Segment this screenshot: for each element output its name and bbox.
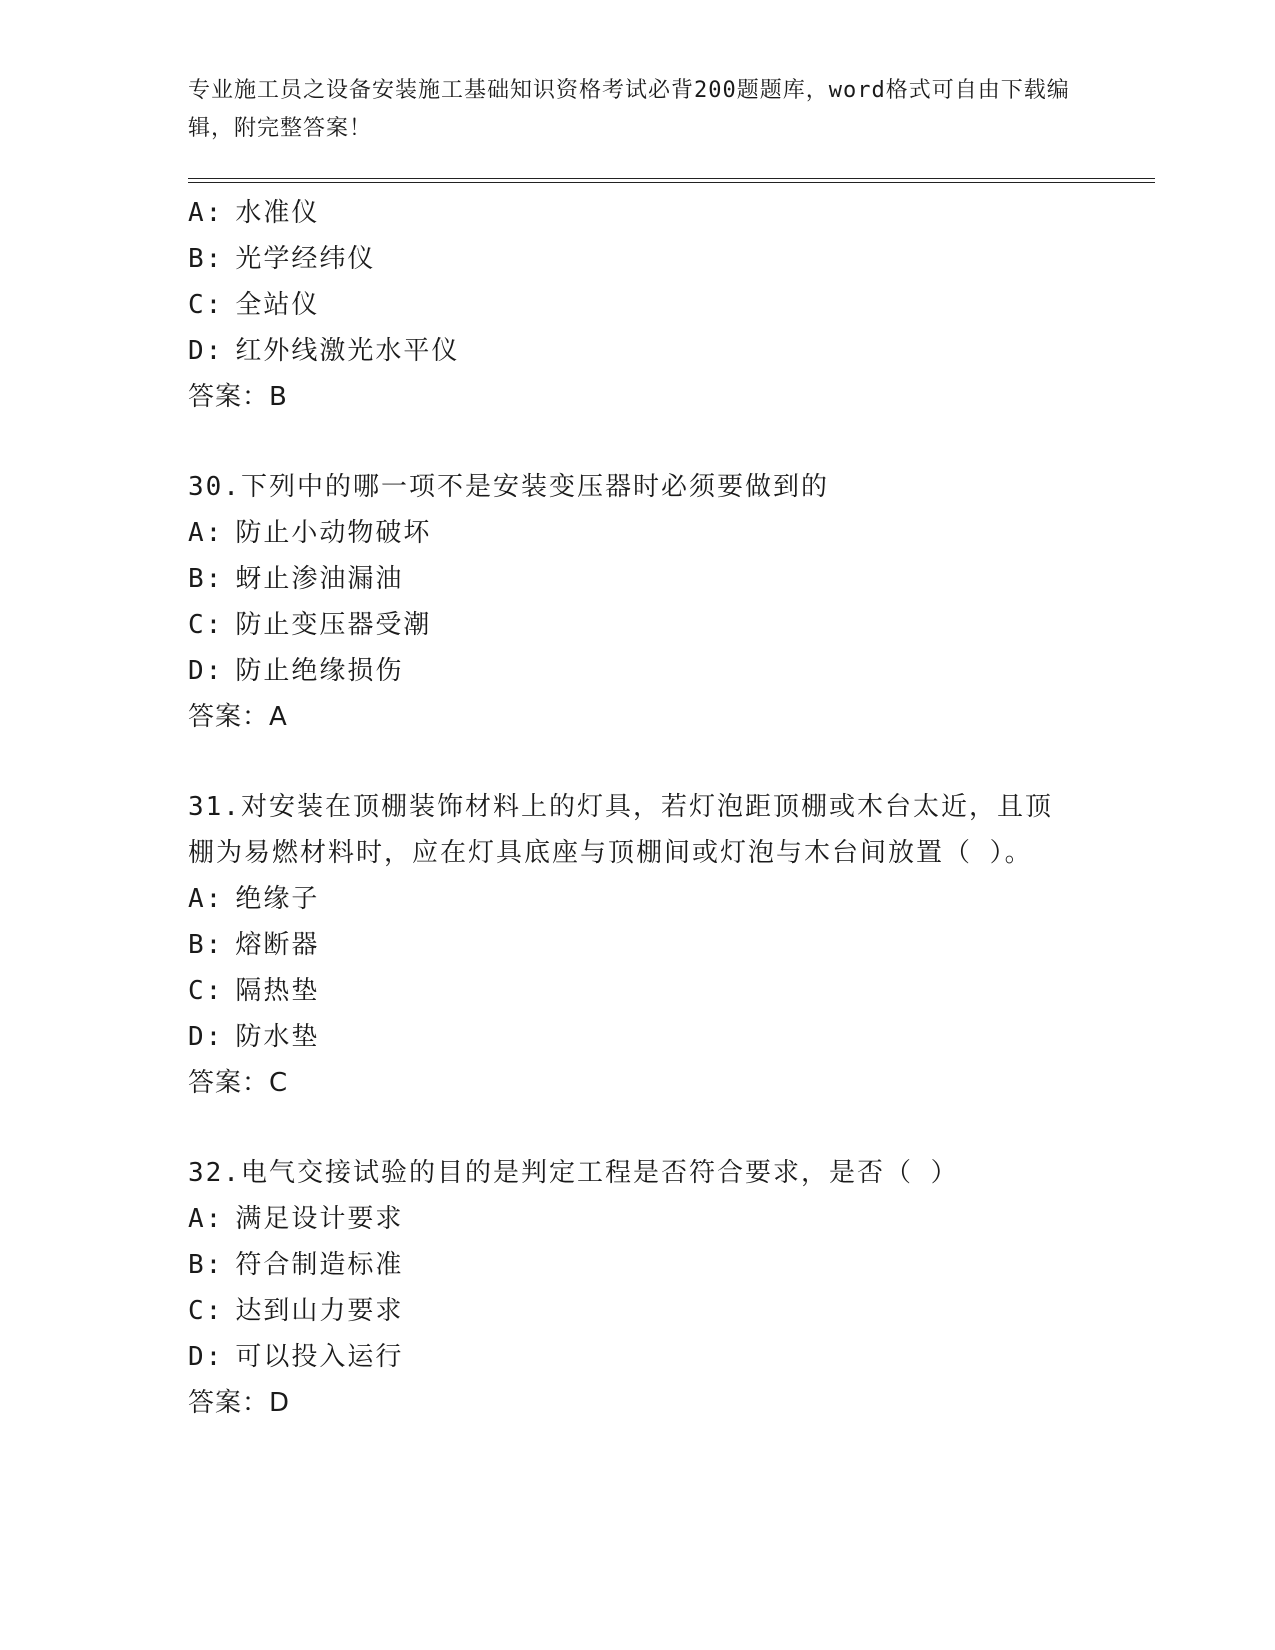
option-a <box>188 1196 1088 1242</box>
header-intro-text: 专业施工员之设备安装施工基础知识资格考试必背200题题库，word格式可自由下载编辑，附完整答案！ <box>188 78 1070 141</box>
option-key: C: <box>188 290 224 320</box>
document-content <box>188 190 1088 1426</box>
option-text: 达到山力要求 <box>235 1296 404 1326</box>
option-text: 全站仪 <box>235 290 320 320</box>
option-d <box>188 648 1088 694</box>
header-divider <box>188 178 1155 183</box>
option-c <box>188 282 1088 328</box>
option-b <box>188 236 1088 282</box>
option-text: 防止绝缘损伤 <box>235 656 404 686</box>
option-b <box>188 1242 1088 1288</box>
option-key: C: <box>188 1296 224 1326</box>
option-key: B: <box>188 930 224 960</box>
option-text: 可以投入运行 <box>235 1342 404 1372</box>
question-stem-line-1: 31.对安装在顶棚装饰材料上的灯具，若灯泡距顶棚或木台太近，且顶 <box>188 792 1053 822</box>
answer-line: 答案：A <box>188 702 288 732</box>
option-key: D: <box>188 336 224 366</box>
spacer <box>188 420 1088 464</box>
option-key: C: <box>188 976 224 1006</box>
option-b <box>188 922 1088 968</box>
question-32 <box>188 1150 1088 1426</box>
answer-line: 答案：D <box>188 1388 291 1418</box>
option-key: D: <box>188 1022 224 1052</box>
option-key: A: <box>188 884 224 914</box>
option-text: 防止变压器受潮 <box>235 610 432 640</box>
option-key: D: <box>188 1342 224 1372</box>
option-key: B: <box>188 1250 224 1280</box>
option-d <box>188 328 1088 374</box>
answer-line: 答案：B <box>188 382 288 412</box>
option-a <box>188 190 1088 236</box>
option-text: 符合制造标准 <box>235 1250 404 1280</box>
option-a <box>188 876 1088 922</box>
answer-line: 答案：C <box>188 1068 289 1098</box>
option-text: 光学经纬仪 <box>235 244 376 274</box>
option-key: C: <box>188 610 224 640</box>
option-text: 满足设计要求 <box>235 1204 404 1234</box>
option-text: 红外线激光水平仪 <box>235 336 460 366</box>
option-b <box>188 556 1088 602</box>
option-text: 防止小动物破坏 <box>235 518 432 548</box>
question-30 <box>188 464 1088 740</box>
option-a <box>188 510 1088 556</box>
option-d <box>188 1334 1088 1380</box>
option-key: B: <box>188 244 224 274</box>
question-31 <box>188 784 1088 1106</box>
option-key: A: <box>188 198 224 228</box>
option-text: 熔断器 <box>235 930 320 960</box>
option-key: A: <box>188 1204 224 1234</box>
option-key: D: <box>188 656 224 686</box>
question-stem: 32.电气交接试验的目的是判定工程是否符合要求，是否（ ） <box>188 1158 959 1188</box>
option-text: 绝缘子 <box>235 884 320 914</box>
option-text: 隔热垫 <box>235 976 320 1006</box>
question-partial <box>188 190 1088 420</box>
option-c <box>188 602 1088 648</box>
option-c <box>188 1288 1088 1334</box>
option-text: 水准仪 <box>235 198 320 228</box>
option-key: A: <box>188 518 224 548</box>
option-d <box>188 1014 1088 1060</box>
option-text: 蚜止渗油漏油 <box>235 564 404 594</box>
option-text: 防水垫 <box>235 1022 320 1052</box>
question-stem-line-2: 棚为易燃材料时，应在灯具底座与顶棚间或灯泡与木台间放置（ ）。 <box>188 838 1033 868</box>
spacer <box>188 1106 1088 1150</box>
option-key: B: <box>188 564 224 594</box>
spacer <box>188 740 1088 784</box>
question-stem: 30.下列中的哪一项不是安装变压器时必须要做到的 <box>188 472 829 502</box>
option-c <box>188 968 1088 1014</box>
document-header <box>188 72 1088 148</box>
